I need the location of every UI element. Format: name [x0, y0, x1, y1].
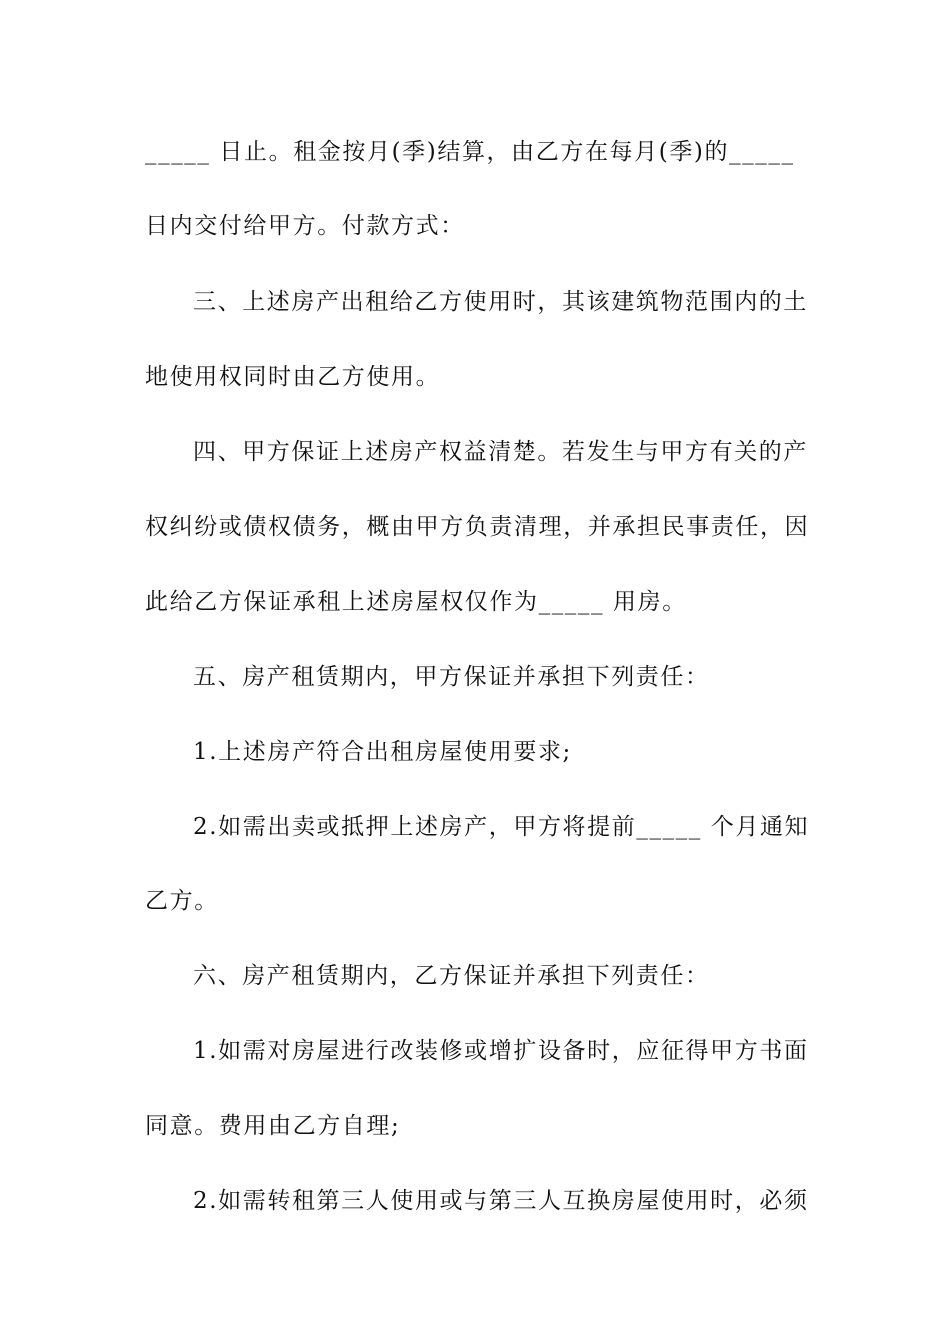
clause-6-item-1-line-1: 1.如需对房屋进行改装修或增扩设备时，应征得甲方书面: [193, 1038, 809, 1064]
clause-4-line-2: 权纠纷或债权债务，概由甲方负责清理，并承担民事责任，因: [145, 514, 810, 540]
clause-5-heading: 五、房产租赁期内，甲方保证并承担下列责任：: [193, 664, 710, 690]
clause-4-line-1: 四、甲方保证上述房产权益清楚。若发生与甲方有关的产: [193, 439, 808, 465]
clause-3-line-2: 地使用权同时由乙方使用。: [145, 364, 441, 390]
clause-4-line-3: 此给乙方保证承租上述房屋权仅作为_____ 用房。: [145, 589, 687, 615]
text-line-2: 日内交付给甲方。付款方式：: [145, 213, 465, 239]
clause-5-item-2-line-1: 2.如需出卖或抵押上述房产，甲方将提前_____ 个月通知: [193, 814, 810, 840]
clause-5-item-2-line-2: 乙方。: [145, 888, 219, 914]
clause-6-heading: 六、房产租赁期内，乙方保证并承担下列责任：: [193, 963, 710, 989]
clause-6-item-2-line-1: 2.如需转租第三人使用或与第三人互换房屋使用时，必须: [193, 1188, 809, 1214]
text-line-1: _____ 日止。租金按月(季)结算，由乙方在每月(季)的_____: [145, 139, 795, 165]
clause-6-item-1-line-2: 同意。费用由乙方自理;: [145, 1113, 401, 1139]
clause-3-line-1: 三、上述房产出租给乙方使用时，其该建筑物范围内的土: [193, 289, 808, 315]
clause-5-item-1: 1.上述房产符合出租房屋使用要求;: [193, 739, 572, 765]
